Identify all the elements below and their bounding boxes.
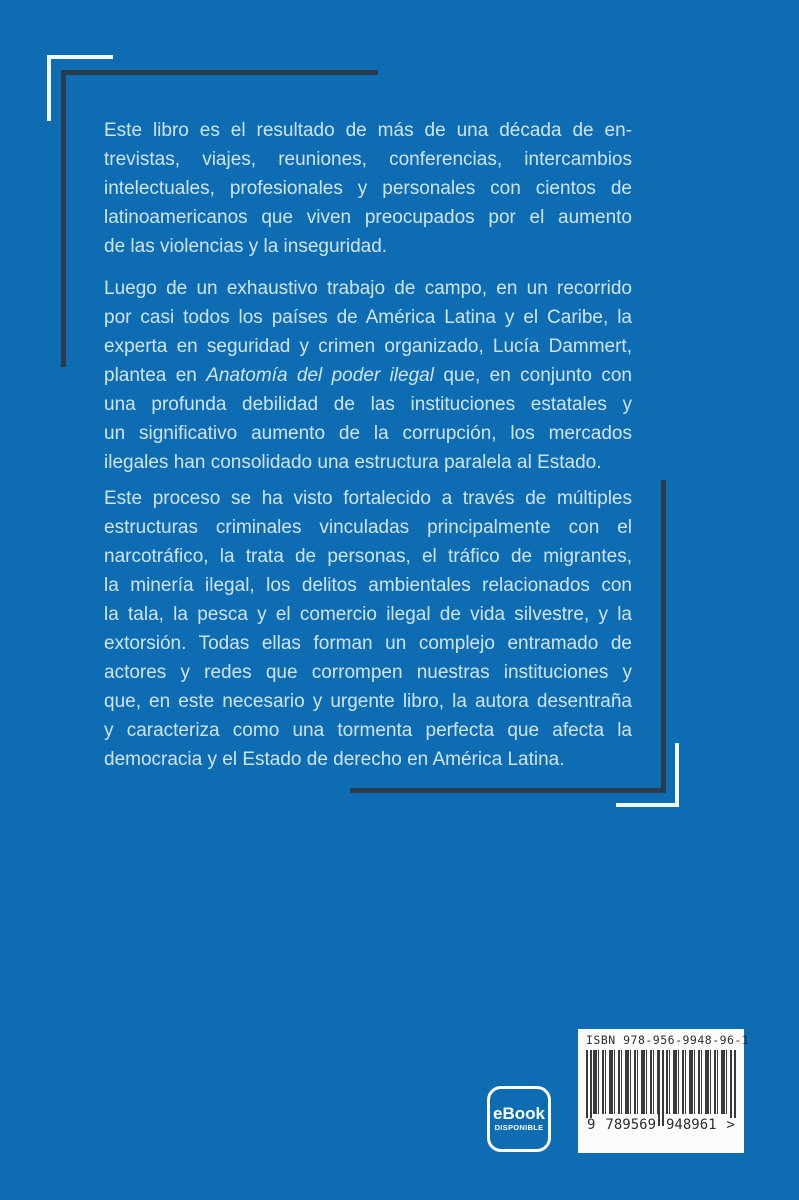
- text-line: Luego de un exhaustivo trabajo de campo, en un recorrido: [104, 278, 632, 299]
- text-line: por casi todos los países de América Latina y el Caribe, la: [104, 307, 632, 328]
- frame-accent-light-bottom-right-horizontal: [616, 803, 679, 807]
- ebook-available-badge: [487, 1086, 551, 1152]
- text-line: actores y redes que corrompen nuestras instituciones y: [104, 662, 632, 683]
- text-line: Este libro es el resultado de más de una década de en-: [104, 120, 632, 141]
- text-line: la minería ilegal, los delitos ambientales relacionados con: [104, 575, 632, 596]
- ebook-badge-title: eBook: [493, 1104, 545, 1123]
- frame-accent-light-bottom-right-vertical: [675, 743, 679, 807]
- text-line: democracia y el Estado de derecho en América Latina.: [104, 749, 565, 770]
- frame-accent-dark-top-left-vertical: [61, 70, 66, 367]
- ean-suffix: >: [726, 1117, 735, 1133]
- text-segment: que, en conjunto con: [433, 365, 632, 386]
- text-line: un significativo aumento de la corrupción, los mercados: [104, 423, 632, 444]
- isbn-barcode: [578, 1029, 750, 1153]
- barcode-guard-center: [658, 1050, 664, 1126]
- text-line: extorsión. Todas ellas forman un complejo entramado de: [104, 633, 632, 654]
- text-line-with-book-title: [104, 361, 632, 390]
- synopsis-text-block: [104, 116, 632, 787]
- frame-accent-dark-bottom-right-horizontal: [350, 788, 666, 793]
- barcode-guard-right: [730, 1050, 736, 1126]
- ean-digit-group-2: 948961: [665, 1117, 717, 1133]
- frame-accent-dark-bottom-right-vertical: [661, 480, 666, 793]
- barcode-bars: [586, 1050, 736, 1114]
- text-line: narcotráfico, la trata de personas, el tráfico de migrantes,: [104, 546, 632, 567]
- barcode-guard-left: [586, 1050, 592, 1126]
- text-line: ilegales han consolidado una estructura paralela al Estado.: [104, 452, 602, 473]
- text-line: y caracteriza como una tormenta perfecta que afecta la: [104, 720, 632, 741]
- frame-accent-light-top-left-horizontal: [47, 55, 113, 59]
- synopsis-paragraph-1: [104, 116, 632, 261]
- text-line: experta en seguridad y crimen organizado, Lucía Dammert,: [104, 336, 632, 357]
- ean-digit-group-1: 789569: [605, 1117, 656, 1133]
- isbn-label: ISBN 978-956-9948-96-1: [586, 1033, 750, 1047]
- text-line: latinoamericanos que viven preocupados por el aumento: [104, 207, 632, 228]
- frame-accent-dark-top-left-horizontal: [61, 70, 378, 75]
- ebook-badge-subtitle: DISPONIBLE: [494, 1123, 544, 1132]
- text-line: de las violencias y la inseguridad.: [104, 236, 388, 257]
- frame-accent-light-top-left-vertical: [47, 55, 51, 121]
- ean-digit-left: 9: [587, 1117, 596, 1133]
- barcode-digits: [586, 1116, 736, 1132]
- text-line: la tala, la pesca y el comercio ilegal de vida silvestre, y la: [104, 604, 632, 625]
- text-line: una profunda debilidad de las instituciones estatales y: [104, 394, 632, 415]
- text-line: trevistas, viajes, reuniones, conferencias, intercambios: [104, 149, 632, 170]
- text-line: Este proceso se ha visto fortalecido a través de múltiples: [104, 488, 632, 509]
- synopsis-paragraph-2: [104, 274, 632, 477]
- book-title-italic: Anatomía del poder ilegal: [206, 365, 434, 386]
- synopsis-paragraph-3: [104, 484, 632, 774]
- text-line: estructuras criminales vinculadas principalmente con el: [104, 517, 632, 538]
- text-segment: plantea en: [104, 365, 207, 386]
- text-line: intelectuales, profesionales y personales con cientos de: [104, 178, 632, 199]
- text-line: que, en este necesario y urgente libro, la autora desentraña: [104, 691, 632, 712]
